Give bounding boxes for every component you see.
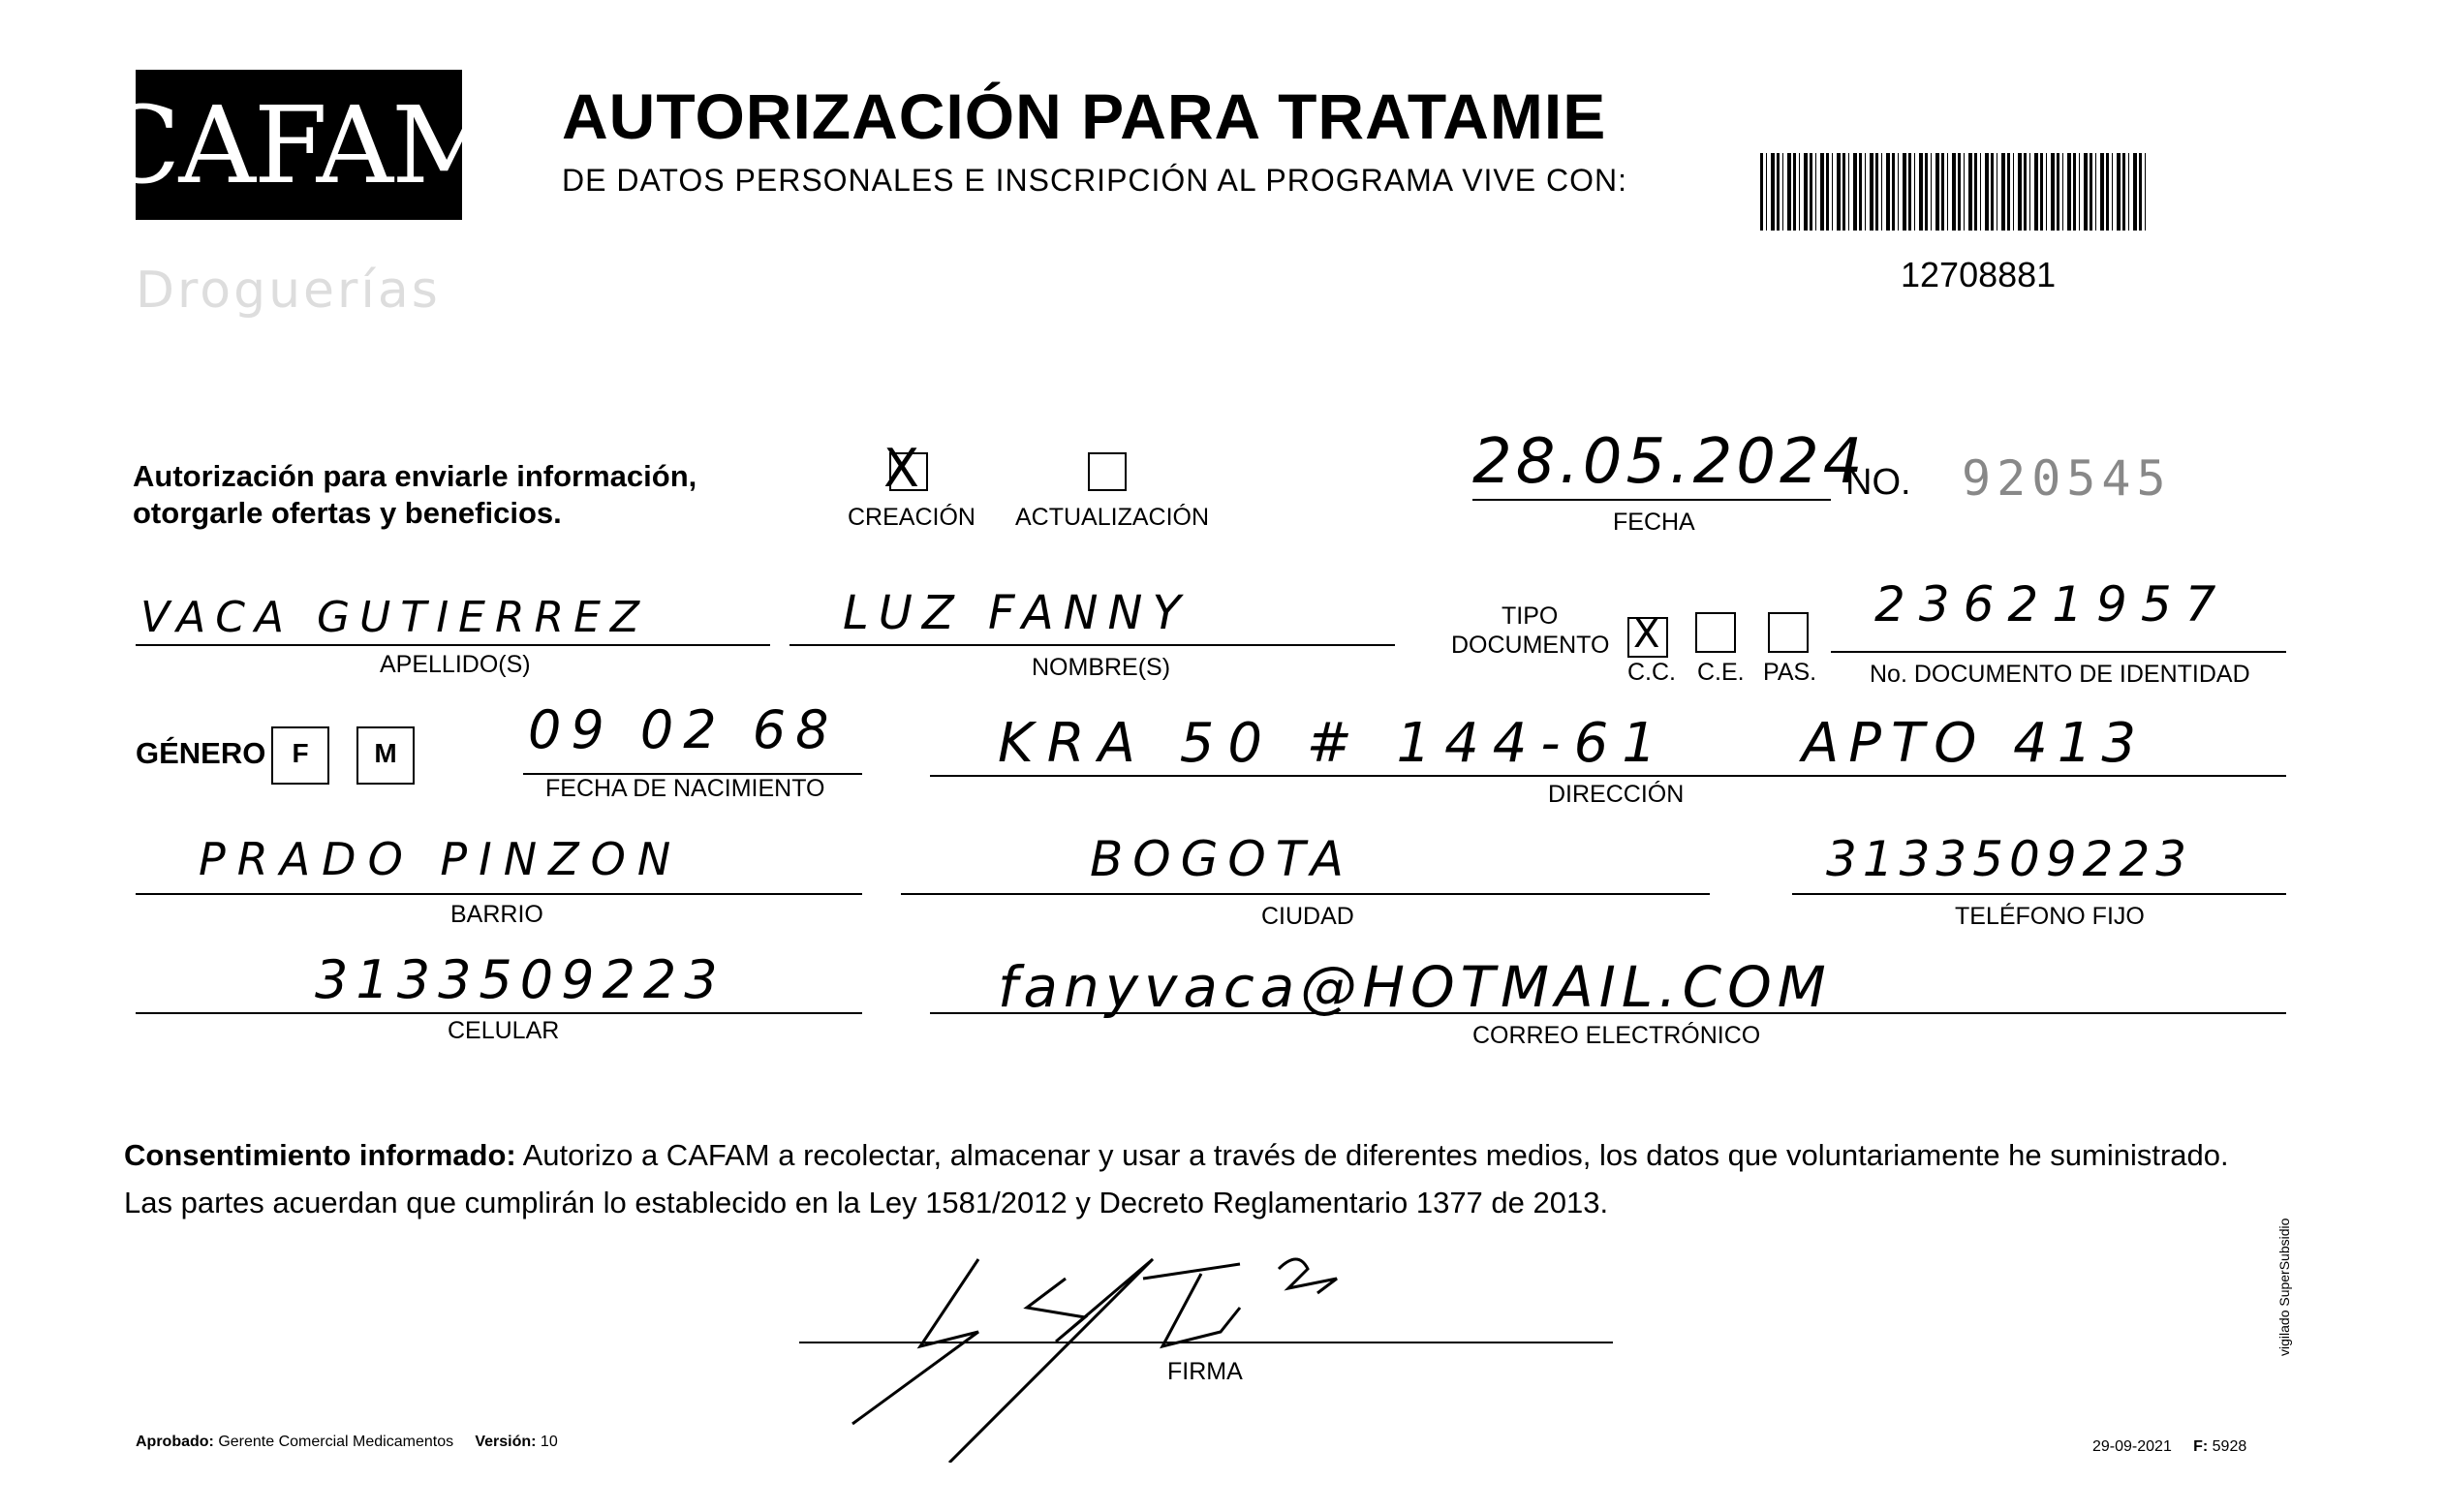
correo-line xyxy=(930,1012,2286,1014)
documento-label: No. DOCUMENTO DE IDENTIDAD xyxy=(1870,661,2250,688)
direccion-value: KRA 50 # 144-61 xyxy=(998,712,1670,775)
consent-bold: Consentimiento informado: xyxy=(124,1138,516,1172)
cc-label: C.C. xyxy=(1627,659,1676,686)
consent-text-2: Las partes acuerdan que cumplirán lo establecido en la Ley 1581/2012 y Decreto Reglamentario 1377 de 2013. xyxy=(124,1186,1609,1219)
telefono-label: TELÉFONO FIJO xyxy=(1955,903,2145,930)
cc-mark: X xyxy=(1633,612,1660,657)
sublogo-text: Droguerías xyxy=(136,262,441,320)
creacion-mark: X xyxy=(883,438,919,499)
authorization-text-1: Autorización para enviarle información, xyxy=(133,459,697,493)
celular-line xyxy=(136,1012,862,1014)
ce-checkbox[interactable] xyxy=(1695,612,1736,653)
logo-text: CAFAM xyxy=(99,82,499,207)
document-subtitle: DE DATOS PERSONALES E INSCRIPCIÓN AL PROGRAMA VIVE CON: xyxy=(562,163,1627,198)
code-value: 5928 xyxy=(2212,1438,2247,1455)
direccion-line xyxy=(930,775,2286,777)
celular-label: CELULAR xyxy=(448,1017,560,1044)
nombres-label: NOMBRE(S) xyxy=(1032,654,1171,681)
document-title: AUTORIZACIÓN PARA TRATAMIE xyxy=(562,80,1607,152)
firma-line xyxy=(799,1342,1613,1343)
cafam-logo xyxy=(99,70,499,220)
barrio-line xyxy=(136,893,862,895)
documento-line xyxy=(1831,651,2286,653)
barcode xyxy=(1760,153,2148,231)
fecha-value: 28.05.2024 xyxy=(1472,426,1867,498)
fecha-label: FECHA xyxy=(1613,509,1695,536)
footer-right xyxy=(2092,1438,2246,1456)
tipo-doc-label-1: TIPO xyxy=(1502,602,1559,630)
pas-label: PAS. xyxy=(1763,659,1817,686)
no-label: NO. xyxy=(1845,462,1911,503)
ce-label: C.E. xyxy=(1697,659,1745,686)
actualizacion-label: ACTUALIZACIÓN xyxy=(1015,504,1210,531)
footer-date: 29-09-2021 xyxy=(2092,1438,2172,1455)
direccion-label: DIRECCIÓN xyxy=(1548,781,1685,808)
genero-f-label: F xyxy=(292,738,309,768)
consent-paragraph xyxy=(124,1131,2294,1226)
ciudad-label: CIUDAD xyxy=(1261,903,1354,930)
telefono-line xyxy=(1792,893,2286,895)
celular-value: 3133509223 xyxy=(315,949,726,1010)
barrio-label: BARRIO xyxy=(450,901,543,928)
ciudad-line xyxy=(901,893,1710,895)
tipo-doc-label-2: DOCUMENTO xyxy=(1451,632,1610,659)
side-text: vigilado SuperSubsidio xyxy=(2276,1218,2292,1356)
signature-image xyxy=(833,1240,1511,1463)
genero-label: GÉNERO xyxy=(136,736,266,770)
no-value: 920545 xyxy=(1962,450,2172,507)
version-value: 10 xyxy=(540,1434,558,1450)
barcode-number: 12708881 xyxy=(1901,255,2057,294)
pas-checkbox[interactable] xyxy=(1768,612,1809,653)
telefono-value: 3133509223 xyxy=(1826,831,2193,887)
actualizacion-checkbox[interactable] xyxy=(1088,452,1127,491)
firma-label: FIRMA xyxy=(1167,1358,1243,1385)
apellidos-value: VACA GUTIERREZ xyxy=(140,593,650,642)
apellidos-line xyxy=(136,644,770,646)
correo-value: fanyvaca@HOTMAIL.COM xyxy=(998,954,1832,1020)
correo-label: CORREO ELECTRÓNICO xyxy=(1472,1022,1761,1049)
genero-m-label: M xyxy=(374,738,397,768)
barrio-value: PRADO PINZON xyxy=(199,833,683,885)
authorization-text-2: otorgarle ofertas y beneficios. xyxy=(133,496,562,530)
nombres-value: LUZ FANNY xyxy=(843,586,1191,640)
creacion-label: CREACIÓN xyxy=(848,504,975,531)
aprobado-value: Gerente Comercial Medicamentos xyxy=(218,1434,454,1450)
nacimiento-label: FECHA DE NACIMIENTO xyxy=(545,775,825,802)
documento-value: 23621957 xyxy=(1874,576,2230,633)
version-label: Versión: xyxy=(475,1434,537,1450)
ciudad-value: BOGOTA xyxy=(1090,831,1353,887)
apellidos-label: APELLIDO(S) xyxy=(380,651,531,678)
consent-text-1: Autorizo a CAFAM a recolectar, almacenar y usar a través de diferentes medios, los datos que voluntariamente he suministrado. xyxy=(515,1138,2229,1172)
code-label: F: xyxy=(2193,1438,2209,1455)
aprobado-label: Aprobado: xyxy=(136,1434,214,1450)
nacimiento-value: 09 02 68 xyxy=(528,699,839,760)
fecha-line xyxy=(1472,499,1831,501)
direccion-value-2: APTO 413 xyxy=(1802,712,2147,775)
nombres-line xyxy=(790,644,1395,646)
footer-left xyxy=(136,1434,558,1451)
